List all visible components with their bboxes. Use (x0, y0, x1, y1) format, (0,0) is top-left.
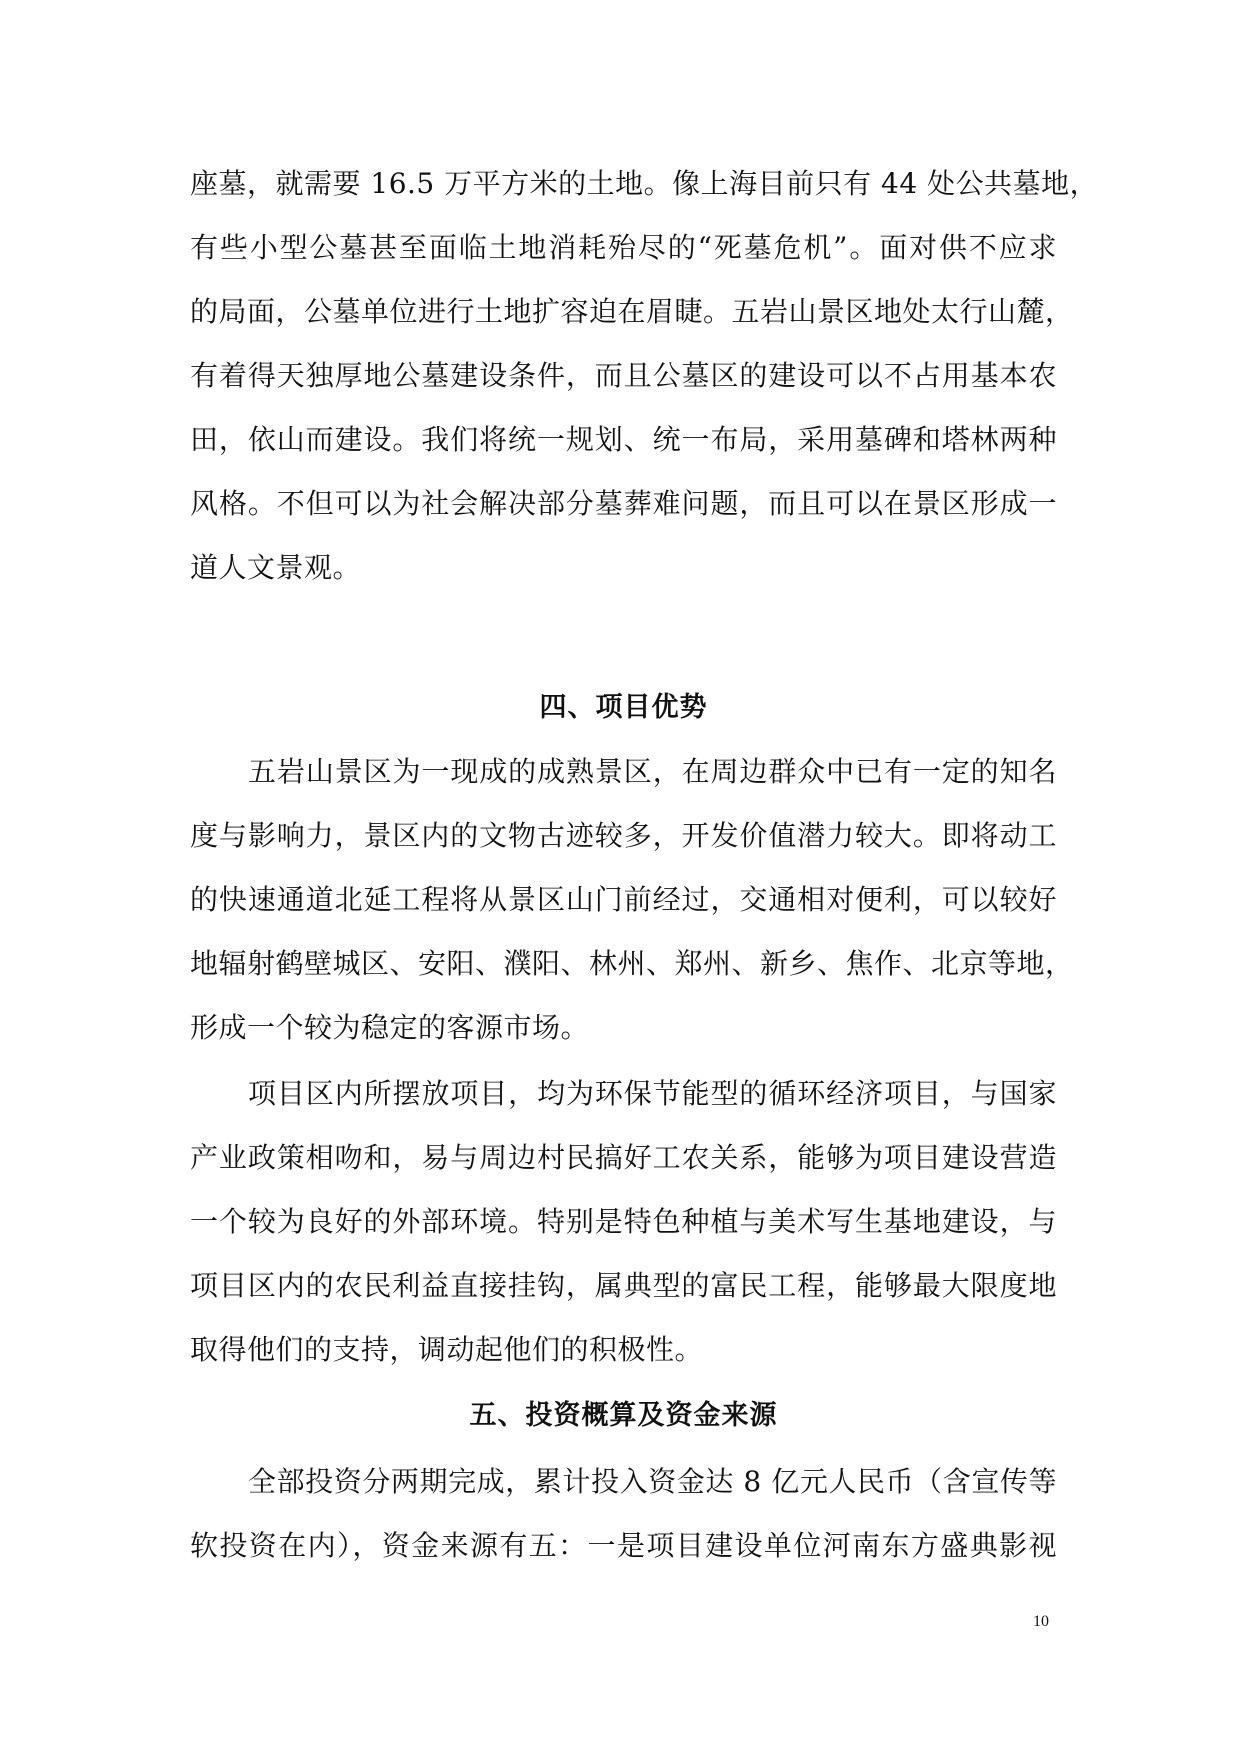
paragraph-line: 取得他们的支持，调动起他们的积极性。 (190, 1333, 704, 1366)
paragraph-line: 有些小型公墓甚至面临土地消耗殆尽的“死墓危机”。面对供不应求 (190, 231, 1057, 264)
paragraph-line: 形成一个较为稳定的客源市场。 (190, 1011, 590, 1044)
paragraph-line: 道人文景观。 (190, 551, 362, 584)
section-heading-project-advantages: 四、项目优势 (539, 692, 708, 723)
paragraph-line: 一个较为良好的外部环境。特别是特色种植与美术写生基地建设，与 (190, 1205, 1057, 1238)
paragraph-line: 软投资在内），资金来源有五：一是项目建设单位河南东方盛典影视 (190, 1529, 1057, 1562)
paragraph-line: 度与影响力，景区内的文物古迹较多，开发价值潜力较大。即将动工 (190, 819, 1057, 852)
paragraph-line: 座墓，就需要 16.5 万平方米的土地。像上海目前只有 44 处公共墓地， (190, 167, 1099, 200)
paragraph-line: 风格。不但可以为社会解决部分墓葬难问题，而且可以在景区形成一 (190, 487, 1057, 520)
section-heading-investment-and-funding: 五、投资概算及资金来源 (469, 1400, 778, 1431)
paragraph-line: 产业政策相吻和，易与周边村民搞好工农关系，能够为项目建设营造 (190, 1141, 1057, 1174)
paragraph-line: 项目区内所摆放项目，均为环保节能型的循环经济项目，与国家 (248, 1077, 1057, 1110)
paragraph-line: 田，依山而建设。我们将统一规划、统一布局，采用墓碑和塔林两种 (190, 423, 1057, 456)
paragraph-line: 全部投资分两期完成，累计投入资金达 8 亿元人民币（含宣传等 (248, 1465, 1057, 1498)
paragraph-line: 的局面，公墓单位进行土地扩容迫在眉睫。五岩山景区地处太行山麓， (190, 295, 1074, 328)
paragraph-line: 五岩山景区为一现成的成熟景区，在周边群众中已有一定的知名 (248, 755, 1057, 788)
paragraph-line: 有着得天独厚地公墓建设条件，而且公墓区的建设可以不占用基本农 (190, 359, 1057, 392)
paragraph-line: 的快速通道北延工程将从景区山门前经过，交通相对便利，可以较好 (190, 883, 1057, 916)
paragraph-line: 项目区内的农民利益直接挂钩，属典型的富民工程，能够最大限度地 (190, 1269, 1057, 1302)
paragraph-line: 地辐射鹤壁城区、安阳、濮阳、林州、郑州、新乡、焦作、北京等地， (190, 947, 1074, 980)
page-number: 10 (1033, 1613, 1049, 1630)
